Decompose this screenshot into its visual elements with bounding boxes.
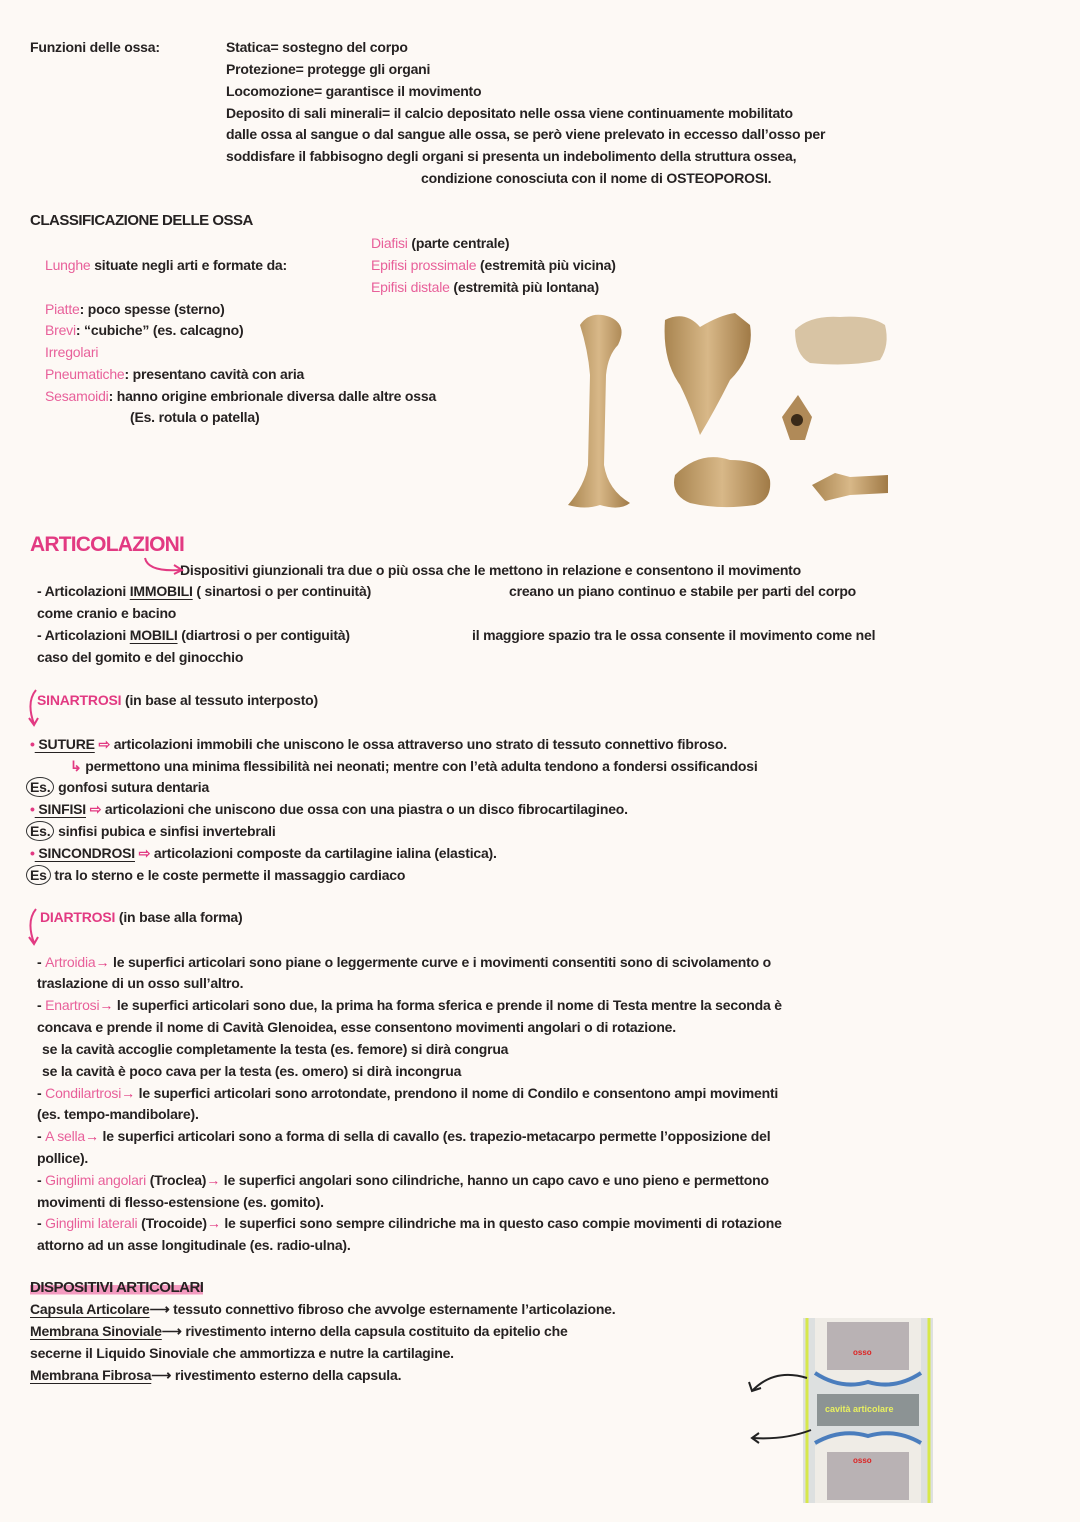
text-segment: Dispositivi giunzionali tra due o più ossa che le mettono in relazione e consentono il movimento <box>180 562 801 578</box>
text-segment: (Troclea) <box>146 1172 207 1188</box>
term-label: Irregolari <box>45 344 99 360</box>
text-segment: creano un piano continuo e stabile per parti del corpo <box>509 583 857 599</box>
text-segment: se la cavità accoglie completamente la testa (es. femore) si dirà congrua <box>42 1041 509 1057</box>
text-segment: ( sinartosi o per continuità) <box>192 583 372 599</box>
text-line <box>42 1038 508 1060</box>
text-line <box>37 1082 778 1104</box>
text-line <box>37 1016 676 1038</box>
term-label: Ginglimi angolari <box>45 1172 147 1188</box>
text-segment: - <box>37 1172 46 1188</box>
text-line <box>30 1320 568 1342</box>
text-segment: condizione conosciuta con il nome di OSTEOPOROSI. <box>421 170 772 186</box>
text-line <box>421 167 771 189</box>
text-line <box>226 36 408 58</box>
text-segment: (parte centrale) <box>407 235 510 251</box>
text-segment: SINCONDROSI <box>34 845 135 861</box>
text-line <box>30 209 253 232</box>
text-segment: (diartrosi o per contiguità) <box>177 627 350 643</box>
text-line <box>30 733 727 755</box>
text-line <box>70 755 758 777</box>
text-segment: (Es. rotula o patella) <box>130 409 260 425</box>
text-line <box>42 1060 461 1082</box>
text-line <box>37 1147 88 1169</box>
text-segment: : hanno origine embrionale diversa dalle altre ossa <box>108 388 437 404</box>
text-line <box>37 994 782 1016</box>
text-segment: rivestimento esterno della capsula. <box>174 1367 402 1383</box>
text-segment: - <box>37 997 46 1013</box>
term-label: Lunghe <box>45 257 91 273</box>
flat-bone-icon <box>665 313 751 435</box>
text-line <box>37 1191 324 1213</box>
text-line <box>45 385 436 407</box>
term-label: Enartrosi <box>45 997 100 1013</box>
text-segment: se la cavità è poco cava per la testa (es. omero) si dirà incongrua <box>42 1063 462 1079</box>
text-segment: Es. <box>26 821 54 841</box>
text-line <box>37 951 771 973</box>
text-line <box>371 254 616 276</box>
text-segment: movimenti di flesso-estensione (es. gomito). <box>37 1194 324 1210</box>
hook-arrow-icon: ↳ <box>70 758 86 774</box>
text-segment: le superfici sono sempre cilindriche ma in questo caso compie movimenti di rotazione <box>224 1215 782 1231</box>
double-arrow-right-icon: ⇨ <box>134 845 154 861</box>
text-line <box>37 580 371 602</box>
text-line <box>226 123 825 145</box>
term-label: Ginglimi laterali <box>45 1215 138 1231</box>
arrow-right-icon: ⟶ <box>151 1367 175 1383</box>
pneumatic-bone-icon <box>812 473 888 501</box>
text-segment: le superfici articolari sono arrotondate, prendono il nome di Condilo e consentono ampi movimenti <box>138 1085 779 1101</box>
term-label: Brevi <box>45 322 76 338</box>
term-label: Artroidia <box>45 954 96 970</box>
text-segment: : “cubiche” (es. calcagno) <box>75 322 244 338</box>
text-line <box>26 776 209 798</box>
text-line <box>45 254 287 276</box>
arrow-right-icon: → <box>121 1085 139 1101</box>
text-segment: Membrana Sinoviale <box>30 1323 162 1339</box>
curved-arrow-icon <box>140 556 190 576</box>
text-segment: soddisfare il fabbisogno degli organi si presenta un indebolimento della struttura ossea, <box>226 148 797 164</box>
text-segment: rivestimento interno della capsula costituito da epitelio che <box>185 1323 568 1339</box>
text-line <box>37 1169 769 1191</box>
text-segment: Es. <box>26 777 54 797</box>
text-line <box>30 798 628 820</box>
short-bone-icon <box>795 317 887 365</box>
section-heading: DISPOSITIVI ARTICOLARI <box>30 1279 204 1296</box>
text-line <box>472 624 875 646</box>
text-segment: articolazioni immobili che uniscono le ossa attraverso uno strato di tessuto connettivo fibroso. <box>113 736 727 752</box>
text-segment: articolazioni composte da cartilagine ialina (elastica). <box>153 845 497 861</box>
text-segment: SUTURE <box>34 736 95 752</box>
term-label: A sella <box>45 1128 86 1144</box>
text-line <box>45 298 225 320</box>
text-segment: tessuto connettivo fibroso che avvolge esternamente l’articolazione. <box>173 1301 616 1317</box>
text-line <box>45 363 304 385</box>
text-line <box>45 319 243 341</box>
text-segment: secerne il Liquido Sinoviale che ammortizza e nutre la cartilagine. <box>30 1345 454 1361</box>
text-segment: Membrana Fibrosa <box>30 1367 152 1383</box>
text-segment: (estremità più vicina) <box>476 257 616 273</box>
text-line <box>45 341 98 363</box>
text-line <box>30 842 497 864</box>
text-line <box>37 624 350 646</box>
text-segment: come cranio e bacino <box>37 605 177 621</box>
arrow-right-icon: ⟶ <box>161 1323 186 1339</box>
text-line <box>37 1234 351 1256</box>
section-heading: ARTICOLAZIONI <box>30 533 185 556</box>
text-segment: MOBILI <box>129 627 178 643</box>
term-label: Epifisi prossimale <box>371 257 477 273</box>
irregular-bone-icon <box>674 457 770 507</box>
text-segment: gonfosi sutura dentaria <box>54 779 210 795</box>
arrow-right-icon: → <box>99 997 117 1013</box>
text-line <box>30 1298 615 1320</box>
section-heading: DIARTROSI <box>40 909 116 925</box>
text-segment: Capsula Articolare <box>30 1301 150 1317</box>
text-line <box>226 145 796 167</box>
text-segment: (es. tempo-mandibolare). <box>37 1106 199 1122</box>
text-segment: Deposito di sali minerali= il calcio depositato nelle ossa viene continuamente mobilitato <box>226 105 793 121</box>
text-segment: le superfici articolari sono due, la prima ha forma sferica e prende il nome di Testa mentre la seconda è <box>116 997 782 1013</box>
text-line <box>37 1212 782 1234</box>
text-segment: concava e prende il nome di Cavità Glenoidea, esse consentono movimenti angolari o di rotazione. <box>37 1019 676 1035</box>
text-line <box>30 1276 203 1299</box>
text-segment: Funzioni delle ossa: <box>30 39 160 55</box>
text-line <box>226 102 793 124</box>
text-segment: le superfici articolari sono a forma di sella di cavallo (es. trapezio-metacarpo permette l’opposizione del <box>102 1128 771 1144</box>
joint-cavity-label: cavità articolare <box>825 1404 894 1414</box>
text-line <box>30 1342 454 1364</box>
term-label: Diafisi <box>371 235 408 251</box>
term-label: Pneumatiche <box>45 366 125 382</box>
text-segment: SINFISI <box>34 801 86 817</box>
arrow-right-icon: ⟶ <box>149 1301 174 1317</box>
text-segment: : poco spesse (sterno) <box>79 301 225 317</box>
joint-diagram <box>745 1318 945 1503</box>
text-line <box>180 559 801 581</box>
text-segment: - <box>37 1215 46 1231</box>
text-segment: le superfici articolari sono piane o leggermente curve e i movimenti consentiti sono di scivolamento o <box>113 954 771 970</box>
text-line <box>130 406 259 428</box>
term-label: Piatte <box>45 301 80 317</box>
curved-arrow-icon <box>26 907 42 947</box>
text-segment: - <box>37 1128 46 1144</box>
text-line <box>226 80 481 102</box>
text-line <box>37 1125 770 1147</box>
bone-label-top: osso <box>853 1348 872 1357</box>
text-line <box>26 820 276 842</box>
text-segment: sinfisi pubica e sinfisi invertebrali <box>54 823 276 839</box>
text-line <box>37 1103 199 1125</box>
text-segment: attorno ad un asse longitudinale (es. radio-ulna). <box>37 1237 351 1253</box>
text-segment: Statica= sostegno del corpo <box>226 39 408 55</box>
text-segment: • <box>30 736 35 752</box>
text-segment: pollice). <box>37 1150 89 1166</box>
arrow-right-icon: → <box>206 1172 224 1188</box>
section-heading: SINARTROSI <box>37 692 122 708</box>
text-line <box>371 232 509 254</box>
text-line <box>37 689 318 711</box>
text-segment: (in base alla forma) <box>115 909 243 925</box>
text-segment: permettono una minima flessibilità nei neonati; mentre con l’età adulta tendono a fondersi ossificandosi <box>85 758 758 774</box>
section-heading: CLASSIFICAZIONE DELLE OSSA <box>30 212 253 229</box>
text-segment: : presentano cavità con aria <box>124 366 305 382</box>
text-line <box>40 906 243 928</box>
text-segment: traslazione di un osso sull’altro. <box>37 975 244 991</box>
text-line <box>37 646 243 668</box>
term-label: Sesamoidi <box>45 388 109 404</box>
text-segment: (estremità più lontana) <box>449 279 599 295</box>
text-segment: situate negli arti e formate da: <box>90 257 287 273</box>
text-segment: le superfici angolari sono cilindriche, hanno un capo cavo e uno pieno e permettono <box>223 1172 769 1188</box>
text-line <box>26 864 405 886</box>
text-segment: dalle ossa al sangue o dal sangue alle ossa, se però viene prelevato in eccesso dall’osso per <box>226 126 826 142</box>
arrow-right-icon: → <box>95 954 113 970</box>
text-segment: • <box>30 845 35 861</box>
sesamoid-bone-icon <box>782 395 812 440</box>
text-segment: (Trocoide) <box>137 1215 207 1231</box>
bone-label-bottom: osso <box>853 1456 872 1465</box>
term-label: Condilartrosi <box>45 1085 122 1101</box>
double-arrow-right-icon: ⇨ <box>94 736 114 752</box>
text-segment: Protezione= protegge gli organi <box>226 61 431 77</box>
text-segment: - Articolazioni <box>37 583 130 599</box>
text-segment: - <box>37 954 46 970</box>
text-segment: • <box>30 801 35 817</box>
text-line <box>30 534 184 557</box>
long-bone-icon <box>568 315 630 508</box>
text-line <box>30 36 160 58</box>
text-segment: - <box>37 1085 46 1101</box>
text-segment: IMMOBILI <box>129 583 193 599</box>
text-segment: tra lo sterno e le coste permette il massaggio cardiaco <box>50 867 406 883</box>
term-label: Epifisi distale <box>371 279 450 295</box>
text-line <box>37 602 176 624</box>
arrow-right-icon: → <box>206 1215 225 1231</box>
curved-arrow-icon <box>26 688 42 728</box>
text-segment: Es <box>26 865 51 885</box>
text-segment: caso del gomito e del ginocchio <box>37 649 244 665</box>
text-line <box>37 972 243 994</box>
text-line <box>509 580 856 602</box>
text-line <box>30 1364 401 1386</box>
text-segment: articolazioni che uniscono due ossa con una piastra o un disco fibrocartilagineo. <box>104 801 628 817</box>
bones-illustration <box>550 305 910 520</box>
double-arrow-right-icon: ⇨ <box>86 801 105 817</box>
text-line <box>371 276 599 298</box>
text-segment: (in base al tessuto interposto) <box>121 692 318 708</box>
text-segment: Locomozione= garantisce il movimento <box>226 83 482 99</box>
text-segment: il maggiore spazio tra le ossa consente il movimento come nel <box>472 627 876 643</box>
arrow-right-icon: → <box>85 1128 103 1144</box>
text-segment: - Articolazioni <box>37 627 130 643</box>
text-line <box>226 58 430 80</box>
